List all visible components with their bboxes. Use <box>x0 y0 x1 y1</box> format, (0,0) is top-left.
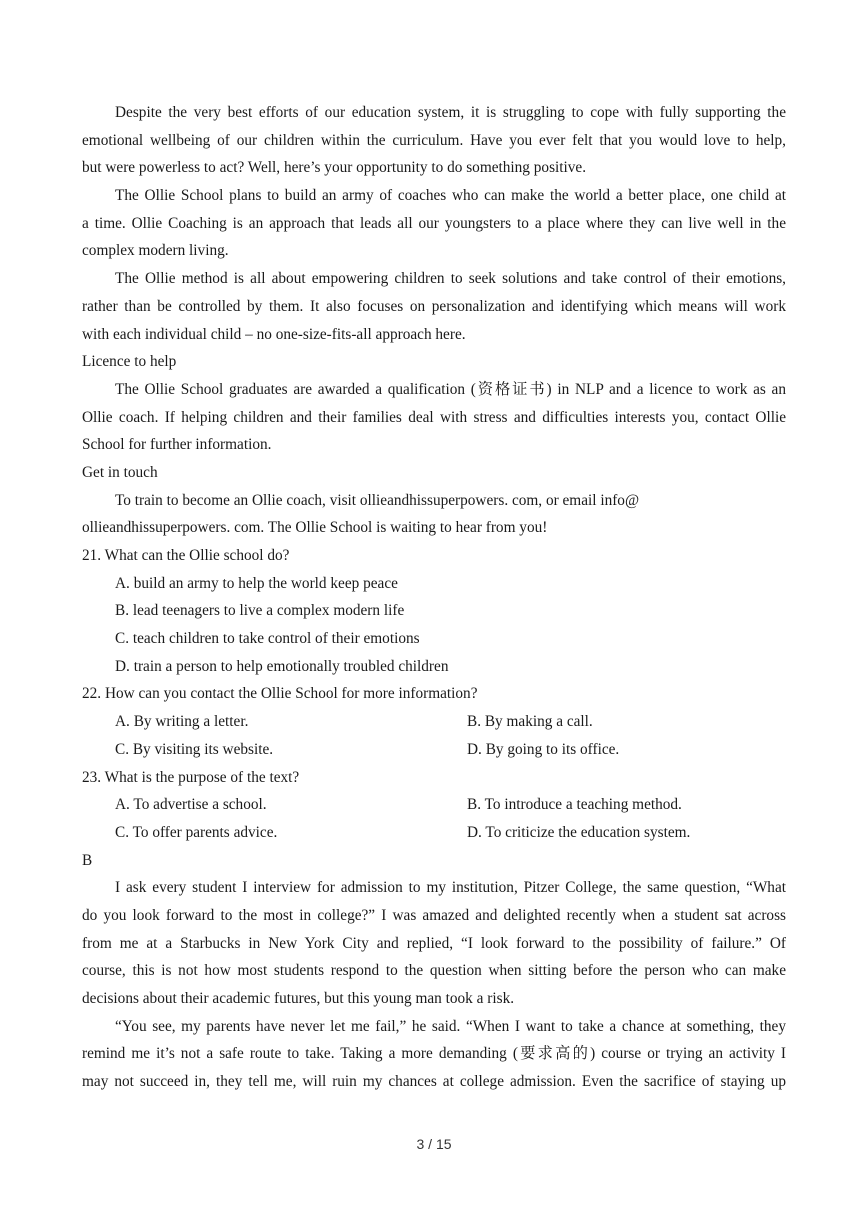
question-23-option-a: A. To advertise a school. <box>115 796 267 814</box>
passage-a-p4-line3: School for further information. <box>82 436 272 454</box>
passage-a-p2-line3: complex modern living. <box>82 242 229 260</box>
passage-a-p4-line2: Ollie coach. If helping children and their families deal with stress and difficulties interests you, contact Ollie <box>82 408 786 426</box>
question-22-stem: 22. How can you contact the Ollie School for more information? <box>82 685 478 703</box>
question-22-row-2 <box>82 736 786 764</box>
passage-a-p2-line2: a time. Ollie Coaching is an approach that leads all our youngsters to a place where they can live well in the <box>82 214 786 232</box>
question-21-option-a: A. build an army to help the world keep peace <box>115 574 398 592</box>
question-21-stem: 21. What can the Ollie school do? <box>82 547 290 564</box>
passage-b-p1-line5: decisions about their academic futures, but this young man took a risk. <box>82 990 515 1007</box>
passage-b-p2-line2: remind me it’s not a safe route to take. Taking a more demanding (要求高的) course or trying an activity I <box>82 1045 786 1063</box>
question-22-option-d: D. By going to its office. <box>467 740 620 758</box>
heading-get-in-touch: Get in touch <box>82 463 158 481</box>
passage-a-p2-line1: The Ollie School plans to build an army of coaches who can make the world a better place, one child at <box>115 187 786 205</box>
question-22-row-1 <box>82 708 786 736</box>
question-23-option-c: C. To offer parents advice. <box>115 823 278 841</box>
passage-a-p5-line1: To train to become an Ollie coach, visit ollieandhissuperpowers. com, or email info@ <box>115 491 640 509</box>
question-23-row-1 <box>82 791 786 819</box>
page-number: 3 / 15 <box>416 1136 452 1152</box>
passage-b-p1-line1: I ask every student I interview for admission to my institution, Pitzer College, the same question, “What <box>115 879 786 897</box>
question-22-option-c: C. By visiting its website. <box>115 740 274 758</box>
question-21-option-d: D. train a person to help emotionally troubled children <box>115 657 449 675</box>
question-23-row-2 <box>82 819 786 847</box>
passage-a-p3-line2: rather than be controlled by them. It also focuses on personalization and identifying which means will work <box>82 297 786 315</box>
question-23-option-d: D. To criticize the education system. <box>467 823 691 841</box>
passage-a-p1-line1: Despite the very best efforts of our education system, it is struggling to cope with fully supporting the <box>115 104 786 121</box>
passage-b-p1-line3: from me at a Starbucks in New York City and replied, “I look forward to the possibility of failure.” Of <box>82 934 786 952</box>
question-23-option-b: B. To introduce a teaching method. <box>467 796 682 814</box>
passage-a-p1-line3: but were powerless to act? Well, here’s your opportunity to do something positive. <box>82 159 587 177</box>
heading-licence: Licence to help <box>82 353 177 371</box>
question-22-option-b: B. By making a call. <box>467 713 593 731</box>
passage-b-p2-line1: “You see, my parents have never let me fail,” he said. “When I want to take a chance at something, they <box>115 1017 786 1035</box>
passage-b-p1-line2: do you look forward to the most in college?” I was amazed and delighted recently when a student sat across <box>82 906 786 924</box>
question-22-option-a: A. By writing a letter. <box>115 713 249 731</box>
passage-a-p1-line2: emotional wellbeing of our children within the curriculum. Have you ever felt that you would love to help, <box>82 131 786 149</box>
passage-b-p2-line3: may not succeed in, they tell me, will ruin my chances at college admission. Even the sacrifice of staying up <box>82 1073 786 1091</box>
passage-b-label: B <box>82 851 93 869</box>
question-23-stem: 23. What is the purpose of the text? <box>82 768 300 786</box>
passage-a-p4-line1: The Ollie School graduates are awarded a qualification (资格证书) in NLP and a licence to work as an <box>115 380 786 398</box>
question-21-option-c: C. teach children to take control of their emotions <box>115 630 420 648</box>
question-21-option-b: B. lead teenagers to live a complex modern life <box>115 602 405 620</box>
passage-a-p5-line2: ollieandhissuperpowers. com. The Ollie School is waiting to hear from you! <box>82 519 548 537</box>
passage-a-p3-line3: with each individual child – no one-size-fits-all approach here. <box>82 325 466 343</box>
page-content <box>82 99 786 1096</box>
passage-a-p3-line1: The Ollie method is all about empowering children to seek solutions and take control of their emotions, <box>115 270 786 288</box>
passage-b-p1-line4: course, this is not how most students respond to the question when sitting before the person who can make <box>82 962 786 980</box>
